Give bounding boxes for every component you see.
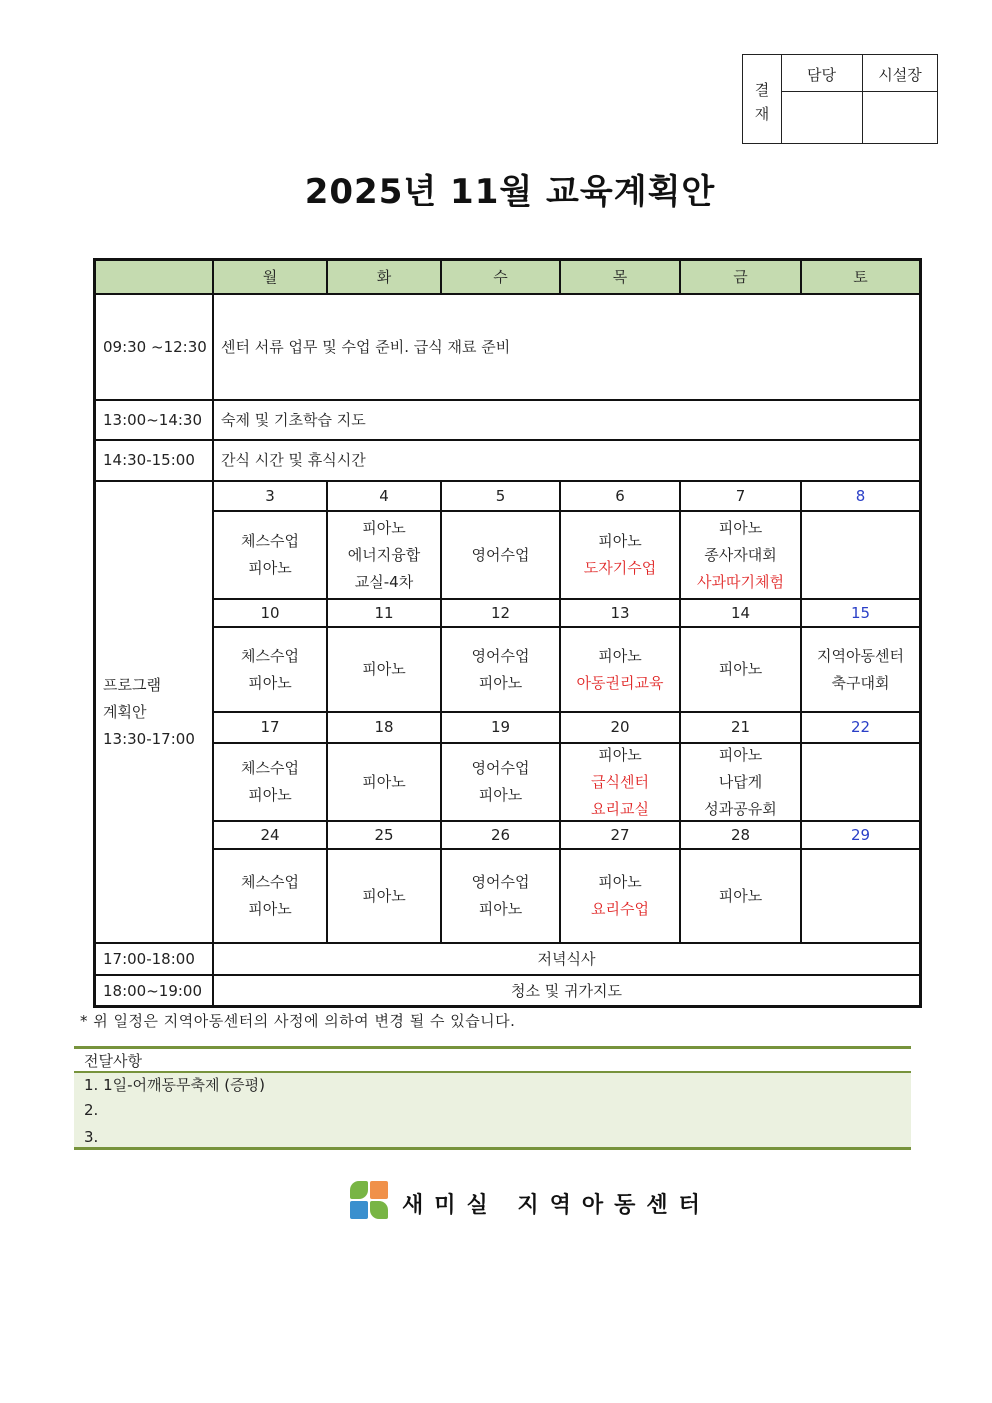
activity-dinner: 저녁식사 — [537, 949, 596, 968]
weekday-header-wed: 수 — [493, 267, 508, 286]
activity-highlight: 요리수업 — [591, 900, 649, 918]
date-tue: 18 — [374, 718, 394, 736]
activity-cell-fri — [680, 744, 801, 820]
time-slot-homework: 13:00~14:30 — [103, 410, 203, 429]
activity-homework: 숙제 및 기초학습 지도 — [221, 410, 366, 429]
approval-box — [742, 54, 938, 144]
activity-line: 피아노 — [362, 518, 406, 537]
activity-cell-mon — [213, 628, 327, 711]
activity-cell-tue — [327, 850, 441, 942]
activity-highlight: 아동권리교육 — [576, 673, 664, 692]
activity-line: 피아노 — [248, 786, 292, 804]
approval-side-label-top: 결 — [754, 81, 770, 99]
date-fri: 7 — [735, 486, 746, 505]
activity-line: 성과공유회 — [704, 799, 777, 818]
date-tue: 4 — [379, 486, 389, 505]
notice-box — [74, 1046, 911, 1150]
date-thu: 27 — [610, 825, 630, 844]
activity-line: 피아노 — [598, 646, 642, 665]
time-slot-cleanup: 18:00~19:00 — [103, 981, 203, 1000]
activity-cell-sat — [801, 512, 920, 598]
weekday-header-sat: 토 — [853, 267, 868, 286]
date-fri: 14 — [730, 603, 751, 622]
activity-cell-fri — [680, 628, 801, 711]
date-sat: 22 — [850, 718, 871, 736]
activity-snack: 간식 시간 및 휴식시간 — [221, 451, 366, 469]
time-slot-morning: 09:30 ~12:30 — [103, 337, 207, 356]
activity-line: 피아노 — [718, 745, 763, 764]
activity-line: 지역아동센터 — [817, 646, 904, 665]
activity-cell-mon — [213, 744, 327, 820]
activity-line: 나답게 — [718, 772, 763, 791]
time-slot-snack: 14:30-15:00 — [103, 451, 195, 469]
date-thu: 13 — [610, 603, 630, 622]
date-tue: 11 — [374, 603, 394, 622]
date-fri: 21 — [730, 718, 751, 736]
activity-cell-tue — [327, 628, 441, 711]
activity-cell-wed — [441, 628, 560, 711]
activity-line: 피아노 — [248, 559, 292, 577]
program-label-line3: 13:30-17:00 — [103, 730, 195, 748]
activity-cell-wed — [441, 744, 560, 820]
date-wed: 12 — [490, 603, 511, 622]
activity-cell-fri — [680, 512, 801, 598]
activity-cell-thu — [560, 628, 680, 711]
activity-line: 영어수업 — [471, 759, 530, 777]
date-wed: 19 — [490, 718, 511, 736]
date-tue: 25 — [374, 825, 394, 844]
activity-cell-mon — [213, 512, 327, 598]
approval-sign-manager[interactable] — [782, 92, 862, 144]
center-logo-icon — [350, 1181, 388, 1219]
activity-highlight: 요리교실 — [591, 799, 649, 818]
activity-line: 피아노 — [598, 532, 642, 550]
activity-cell-fri — [680, 850, 801, 942]
activity-line: 피아노 — [718, 518, 763, 537]
date-sat: 8 — [855, 486, 866, 505]
activity-line: 체스수업 — [241, 646, 299, 665]
schedule-footnote: * 위 일정은 지역아동센터의 사정에 의하여 변경 될 수 있습니다. — [80, 1012, 516, 1030]
activity-line: 피아노 — [478, 786, 523, 804]
activity-cleanup: 청소 및 귀가지도 — [511, 981, 622, 1000]
activity-line: 종사자대회 — [704, 545, 777, 564]
date-sat: 15 — [850, 603, 871, 622]
approval-sign-director[interactable] — [863, 92, 938, 144]
activity-cell-wed — [441, 512, 560, 598]
activity-highlight: 급식센터 — [591, 772, 649, 791]
activity-line: 피아노 — [362, 772, 406, 791]
date-wed: 5 — [495, 486, 506, 505]
approval-col-manager: 담당 — [807, 66, 836, 84]
notice-item-3: 3. — [84, 1128, 99, 1146]
activity-cell-sat — [801, 744, 920, 820]
date-wed: 26 — [490, 825, 511, 844]
activity-cell-thu — [560, 850, 680, 942]
program-label-line1: 프로그램 — [103, 676, 161, 694]
activity-line: 체스수업 — [241, 873, 299, 891]
activity-line: 교실-4차 — [354, 572, 414, 591]
activity-line: 피아노 — [362, 660, 406, 678]
approval-col-director: 시설장 — [878, 66, 922, 84]
center-name: 새미실 지역아동센터 — [402, 1193, 711, 1218]
date-mon: 10 — [260, 603, 280, 622]
weekday-header-tue: 화 — [376, 267, 392, 286]
activity-highlight: 도자기수업 — [583, 559, 657, 577]
activity-line: 체스수업 — [241, 759, 299, 777]
time-slot-dinner: 17:00-18:00 — [103, 949, 195, 968]
activity-cell-thu — [560, 744, 680, 820]
activity-cell-wed — [441, 850, 560, 942]
activity-line: 피아노 — [718, 886, 763, 905]
date-fri: 28 — [730, 825, 751, 844]
date-thu: 20 — [610, 718, 630, 736]
date-mon: 17 — [260, 718, 280, 736]
notice-item-2: 2. — [84, 1101, 99, 1119]
activity-line: 축구대회 — [831, 673, 890, 692]
activity-line: 에너지융합 — [347, 545, 421, 564]
date-mon: 24 — [260, 825, 280, 844]
activity-line: 영어수업 — [471, 545, 530, 564]
date-sat: 29 — [850, 825, 871, 844]
activity-line: 피아노 — [248, 673, 292, 692]
activity-line: 피아노 — [478, 673, 523, 692]
activity-morning: 센터 서류 업무 및 수업 준비. 급식 재료 준비 — [221, 337, 511, 356]
notice-title: 전달사항 — [84, 1052, 142, 1070]
date-thu: 6 — [615, 486, 625, 505]
activity-line: 피아노 — [362, 886, 406, 905]
activity-cell-mon — [213, 850, 327, 942]
activity-highlight: 사과따기체험 — [697, 572, 784, 591]
activity-line: 체스수업 — [241, 532, 299, 550]
weekday-header-fri: 금 — [733, 267, 748, 286]
program-label — [103, 672, 195, 753]
weekday-header-thu: 목 — [612, 267, 628, 286]
activity-line: 영어수업 — [471, 873, 530, 891]
notice-item-1: 1. 1일-어깨동무축제 (증평) — [84, 1076, 265, 1094]
program-label-line2: 계획안 — [103, 703, 147, 721]
activity-line: 영어수업 — [471, 646, 530, 665]
weekday-header-mon: 월 — [262, 267, 278, 286]
page-title: 2025년 11월 교육계획안 — [304, 172, 716, 212]
activity-line: 피아노 — [718, 660, 763, 678]
activity-line: 피아노 — [598, 745, 642, 764]
date-mon: 3 — [265, 486, 275, 505]
activity-cell-tue — [327, 512, 441, 598]
activity-cell-thu — [560, 512, 680, 598]
activity-line: 피아노 — [478, 900, 523, 918]
activity-cell-sat — [801, 850, 920, 942]
activity-line: 피아노 — [598, 873, 642, 891]
activity-cell-sat — [801, 628, 920, 711]
activity-line: 피아노 — [248, 900, 292, 918]
activity-cell-tue — [327, 744, 441, 820]
approval-side-label-bottom: 재 — [754, 105, 770, 123]
